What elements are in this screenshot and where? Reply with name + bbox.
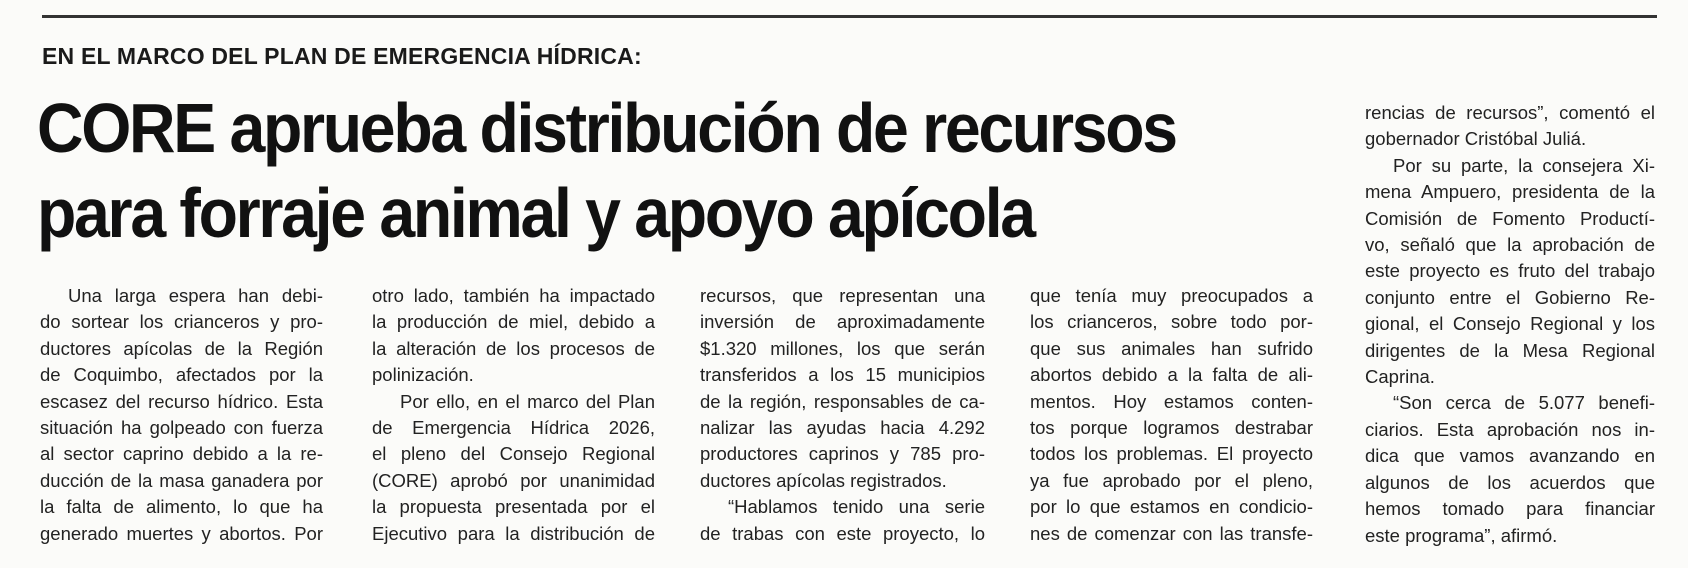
article-column-1 bbox=[40, 283, 323, 547]
article-line: dirigentes de la Mesa Regional bbox=[1365, 339, 1655, 361]
article-line: mentos. Hoy estamos conten- bbox=[1030, 390, 1313, 412]
article-line: gobernador Cristóbal Juliá. bbox=[1365, 128, 1587, 150]
article-line: nalizar las ayudas hacia 4.292 bbox=[700, 417, 985, 439]
kicker: EN EL MARCO DEL PLAN DE EMERGENCIA HÍDRICA: bbox=[42, 43, 642, 69]
article-line: la alteración de los procesos de bbox=[372, 337, 655, 359]
article-line: Caprina. bbox=[1365, 366, 1435, 388]
article-line: hemos tomado para financiar bbox=[1365, 498, 1655, 520]
article-line: ya fue aprobado por el pleno, bbox=[1030, 469, 1313, 491]
article-line: transferidos a los 15 municipios bbox=[700, 364, 985, 386]
article-line: los crianceros, sobre todo por- bbox=[1030, 311, 1313, 333]
article-line: este proyecto es fruto del trabajo bbox=[1365, 260, 1655, 282]
article-line: productores caprinos y 785 pro- bbox=[700, 443, 985, 465]
article-line: ductores apícolas registrados. bbox=[700, 469, 947, 491]
article-line: generado muertes y abortos. Por bbox=[40, 522, 323, 544]
article-line: el pleno del Consejo Regional bbox=[372, 443, 655, 465]
article-line: otro lado, también ha impactado bbox=[372, 285, 655, 306]
article-line: recursos, que representan una bbox=[700, 285, 985, 306]
article-line: nes de comenzar con las transfe- bbox=[1030, 522, 1313, 544]
headline-line-1: CORE aprueba distribución de recursos bbox=[37, 89, 1176, 167]
article-line: al sector caprino debido a la re- bbox=[40, 443, 323, 465]
article-line: Por su parte, la consejera Xi- bbox=[1393, 154, 1655, 176]
article-line: ducción de la masa ganadera por bbox=[40, 469, 323, 491]
article-line: de Coquimbo, afectados por la bbox=[40, 364, 323, 386]
article-line: polinización. bbox=[372, 364, 474, 386]
article-line: que sus animales han sufrido bbox=[1030, 337, 1313, 359]
article-line: conjunto entre el Gobierno Re- bbox=[1365, 286, 1655, 308]
article-line: todos los problemas. El proyecto bbox=[1030, 443, 1313, 465]
article-line: por lo que estamos en condicio- bbox=[1030, 496, 1313, 518]
article-line: la falta de alimento, lo que ha bbox=[40, 496, 323, 518]
article-line: escasez del recurso hídrico. Esta bbox=[40, 390, 323, 412]
article-line: la propuesta presentada por el bbox=[372, 496, 655, 518]
article-line: tos porque logramos destrabar bbox=[1030, 417, 1313, 439]
article-line: este programa”, afirmó. bbox=[1365, 524, 1558, 546]
article-line: inversión de aproximadamente bbox=[700, 311, 985, 333]
article-line: rencias de recursos”, comentó el bbox=[1365, 102, 1655, 123]
article-line: ductores apícolas de la Región bbox=[40, 337, 323, 359]
article-line: gional, el Consejo Regional y los bbox=[1365, 313, 1655, 335]
article-column-4 bbox=[1030, 283, 1313, 547]
article-line: do sortear los crianceros y pro- bbox=[40, 311, 323, 333]
article-line: dica que vamos avanzando en bbox=[1365, 445, 1655, 467]
article-line: $1.320 millones, los que serán bbox=[700, 337, 985, 359]
article-column-3 bbox=[700, 283, 985, 547]
article-line: situación ha golpeado con fuerza bbox=[40, 417, 323, 439]
article-line: “Son cerca de 5.077 benefi- bbox=[1393, 392, 1655, 414]
headline-line-2: para forraje animal y apoyo apícola bbox=[37, 174, 1034, 252]
article-line: Por ello, en el marco del Plan bbox=[400, 390, 655, 412]
article-line: Una larga espera han debi- bbox=[68, 285, 323, 306]
article-line: (CORE) aprobó por unanimidad bbox=[372, 469, 655, 491]
headline bbox=[37, 86, 1224, 256]
article-line: abortos debido a la falta de ali- bbox=[1030, 364, 1313, 386]
article-line: “Hablamos tenido una serie bbox=[728, 496, 985, 518]
article-line: algunos de los acuerdos que bbox=[1365, 471, 1655, 493]
article-line: de la región, responsables de ca- bbox=[700, 390, 985, 412]
article-line: que tenía muy preocupados a bbox=[1030, 285, 1313, 306]
article-line: Comisión de Fomento Productí- bbox=[1365, 207, 1655, 229]
article-line: Ejecutivo para la distribución de bbox=[372, 522, 655, 544]
article-line: de trabas con este proyecto, lo bbox=[700, 522, 985, 544]
article-line: la producción de miel, debido a bbox=[372, 311, 655, 333]
article-line: de Emergencia Hídrica 2026, bbox=[372, 417, 655, 439]
top-rule bbox=[42, 15, 1657, 18]
article-line: vo, señaló que la aprobación de bbox=[1365, 234, 1655, 256]
article-column-2 bbox=[372, 283, 655, 547]
article-line: mena Ampuero, presidenta de la bbox=[1365, 181, 1655, 203]
article-line: ciarios. Esta aprobación nos in- bbox=[1365, 418, 1655, 440]
article-column-5 bbox=[1365, 100, 1655, 549]
